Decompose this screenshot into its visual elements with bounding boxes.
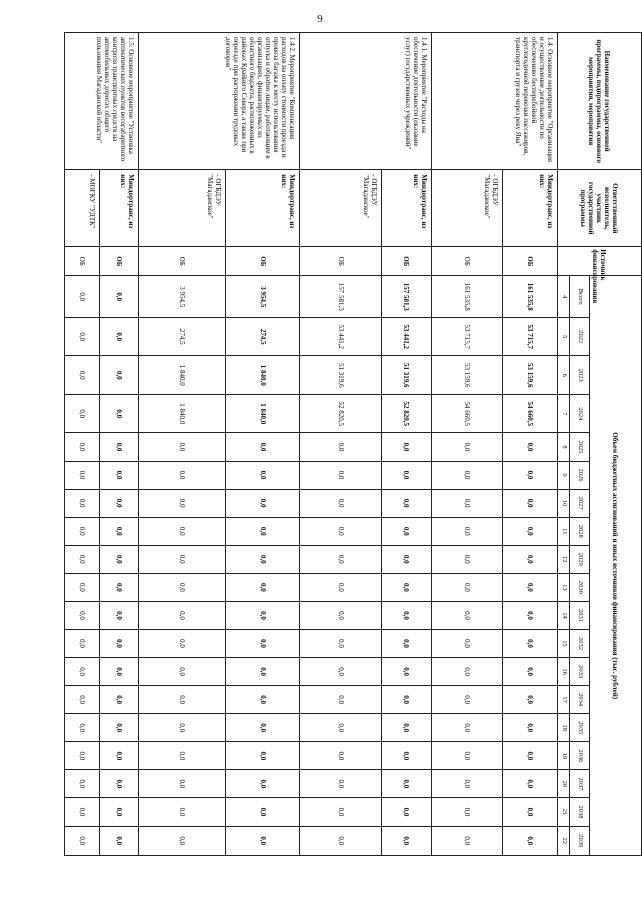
year-value-cell: 0,0	[503, 517, 557, 545]
year-value-cell: 1 840,0	[139, 356, 226, 394]
year-value-cell: 0,0	[382, 826, 432, 855]
year-value-cell: 0,0	[226, 770, 300, 798]
column-number: 11	[557, 517, 569, 545]
executor-cell: - МОГКУ "УДТК"	[65, 170, 100, 247]
year-value-cell: 0,0	[503, 714, 557, 742]
year-value-cell: 0,0	[65, 714, 100, 742]
year-value-cell: 0,0	[300, 770, 382, 798]
column-number: 13	[557, 573, 569, 601]
year-value-cell: 0,0	[99, 629, 139, 657]
year-value-cell: 0,0	[300, 573, 382, 601]
year-value-cell: 53 715,7	[503, 317, 557, 355]
header-year: 2037	[570, 770, 590, 798]
header-source: Источник финансирования	[557, 247, 641, 276]
total-cell: 157 581,3	[300, 276, 382, 318]
column-number: 5	[557, 317, 569, 355]
year-value-cell: 0,0	[431, 798, 503, 826]
table-row	[382, 33, 432, 856]
year-value-cell: 0,0	[431, 658, 503, 686]
year-value-cell: 0,0	[99, 742, 139, 770]
year-value-cell: 0,0	[65, 686, 100, 714]
year-value-cell: 0,0	[431, 826, 503, 855]
year-value-cell: 1 840,0	[226, 356, 300, 394]
year-value-cell: 0,0	[99, 770, 139, 798]
header-year: 2034	[570, 686, 590, 714]
year-value-cell: 0,0	[65, 770, 100, 798]
year-value-cell: 0,0	[139, 517, 226, 545]
year-value-cell: 0,0	[139, 826, 226, 855]
year-value-cell: 0,0	[139, 629, 226, 657]
year-value-cell: 0,0	[503, 433, 557, 461]
year-value-cell: 0,0	[99, 798, 139, 826]
year-value-cell: 0,0	[431, 714, 503, 742]
year-value-cell: 0,0	[300, 826, 382, 855]
year-value-cell: 0,0	[226, 545, 300, 573]
year-value-cell: 0,0	[99, 658, 139, 686]
year-value-cell: 0,0	[431, 573, 503, 601]
year-value-cell: 0,0	[65, 461, 100, 489]
year-value-cell: 0,0	[300, 433, 382, 461]
year-value-cell: 0,0	[382, 798, 432, 826]
activity-name: 1.4. Основное мероприятие "Организация и осуществление деятельности по обеспечению бесперебойной круглогодичной перевозки пассажиров, транспорта и грузов через реку Яна"	[431, 33, 557, 170]
year-value-cell: 0,0	[503, 629, 557, 657]
year-value-cell: 1 840,0	[139, 394, 226, 432]
year-value-cell: 53 715,7	[431, 317, 503, 355]
year-value-cell: 53 441,2	[382, 317, 432, 355]
column-number: 7	[557, 394, 569, 432]
source-cell: ОБ	[431, 247, 503, 276]
year-value-cell: 0,0	[65, 489, 100, 517]
year-value-cell: 0,0	[139, 770, 226, 798]
activity-name: 1.5. Основное мероприятие "Установка автоматических пунктов весогабаритного контроля транспортных средств на автомобильных дорогах общего пользования Магаданской области"	[65, 33, 139, 170]
year-value-cell: 0,0	[65, 658, 100, 686]
year-value-cell: 0,0	[99, 317, 139, 355]
year-value-cell: 274,5	[139, 317, 226, 355]
year-value-cell: 0,0	[226, 601, 300, 629]
table-row	[226, 33, 300, 856]
year-value-cell: 0,0	[431, 517, 503, 545]
year-value-cell: 0,0	[65, 573, 100, 601]
year-value-cell: 0,0	[503, 658, 557, 686]
column-number: 9	[557, 461, 569, 489]
year-value-cell: 0,0	[139, 714, 226, 742]
year-value-cell: 0,0	[99, 714, 139, 742]
year-value-cell: 0,0	[503, 798, 557, 826]
year-value-cell: 0,0	[139, 798, 226, 826]
source-cell: ОБ	[300, 247, 382, 276]
year-value-cell: 274,5	[226, 317, 300, 355]
year-value-cell: 0,0	[99, 545, 139, 573]
header-total: Всего	[570, 276, 590, 318]
column-number: 16	[557, 658, 569, 686]
total-cell: 157 581,3	[382, 276, 432, 318]
year-value-cell: 0,0	[139, 658, 226, 686]
year-value-cell: 0,0	[382, 461, 432, 489]
header-year: 2031	[570, 601, 590, 629]
year-value-cell: 0,0	[431, 686, 503, 714]
year-value-cell: 0,0	[139, 601, 226, 629]
year-value-cell: 0,0	[139, 686, 226, 714]
column-number: 10	[557, 489, 569, 517]
year-value-cell: 0,0	[139, 461, 226, 489]
activity-name: 1.4.1. Мероприятие "Расходы на обеспечение деятельности (оказание услуг) государственных учреждений"	[300, 33, 431, 170]
year-value-cell: 0,0	[99, 489, 139, 517]
year-value-cell: 51 319,6	[382, 356, 432, 394]
year-value-cell: 0,0	[99, 826, 139, 855]
year-value-cell: 0,0	[226, 742, 300, 770]
year-value-cell: 0,0	[99, 461, 139, 489]
executor-cell: Миндортранс, из них:	[382, 170, 432, 247]
year-value-cell: 0,0	[300, 742, 382, 770]
header-executor: Ответственный исполнитель, участник государственной программы	[557, 170, 641, 247]
executor-cell: Миндортранс, из них:	[226, 170, 300, 247]
header-year: 2030	[570, 573, 590, 601]
year-value-cell: 0,0	[382, 629, 432, 657]
activity-name: 1.4.2. Мероприятие "Компенсация расходов на оплату стоимости проезда и провоза багажа к месту использования отпуска и обратно лицам, работающим в организациях, финансируемых из областного бюджета, расположенных в районах Крайнего Севера, а также при переезде при расторжении трудовых договоров"	[139, 33, 300, 170]
total-cell: 3 954,5	[226, 276, 300, 318]
header-year: 2027	[570, 489, 590, 517]
column-number: 15	[557, 629, 569, 657]
executor-cell: - ОГБДЭУ "Магаданское"	[300, 170, 382, 247]
year-value-cell: 0,0	[65, 798, 100, 826]
year-value-cell: 0,0	[300, 489, 382, 517]
year-value-cell: 0,0	[382, 714, 432, 742]
header-year: 2026	[570, 461, 590, 489]
year-value-cell: 0,0	[382, 433, 432, 461]
year-value-cell: 0,0	[139, 545, 226, 573]
year-value-cell: 0,0	[431, 433, 503, 461]
header-year: 2036	[570, 742, 590, 770]
year-value-cell: 0,0	[65, 317, 100, 355]
year-value-cell: 0,0	[139, 742, 226, 770]
year-value-cell: 0,0	[382, 742, 432, 770]
column-number: 6	[557, 356, 569, 394]
year-value-cell: 0,0	[226, 573, 300, 601]
year-value-cell: 52 820,5	[382, 394, 432, 432]
year-value-cell: 0,0	[226, 517, 300, 545]
column-number: 4	[557, 276, 569, 318]
year-value-cell: 0,0	[300, 461, 382, 489]
source-cell: ОБ	[99, 247, 139, 276]
year-value-cell: 0,0	[226, 826, 300, 855]
column-number: 20	[557, 770, 569, 798]
column-number: 14	[557, 601, 569, 629]
year-value-cell: 0,0	[65, 394, 100, 432]
executor-cell: - ОГБДЭУ "Магаданское"	[139, 170, 226, 247]
header-year: 2035	[570, 714, 590, 742]
funding-table-rotated	[64, 32, 642, 856]
year-value-cell: 0,0	[382, 517, 432, 545]
header-year: 2038	[570, 798, 590, 826]
year-value-cell: 0,0	[65, 356, 100, 394]
year-value-cell: 0,0	[99, 517, 139, 545]
year-value-cell: 0,0	[65, 826, 100, 855]
total-cell: 161 535,8	[431, 276, 503, 318]
year-value-cell: 53 441,2	[300, 317, 382, 355]
year-value-cell: 0,0	[382, 770, 432, 798]
header-year: 2028	[570, 517, 590, 545]
year-value-cell: 0,0	[65, 433, 100, 461]
year-value-cell: 0,0	[382, 658, 432, 686]
year-value-cell: 0,0	[226, 798, 300, 826]
year-value-cell: 0,0	[300, 517, 382, 545]
year-value-cell: 0,0	[431, 461, 503, 489]
page-number: 9	[317, 13, 323, 25]
executor-cell: Миндортранс, из них:	[503, 170, 557, 247]
header-year: 2039	[570, 826, 590, 855]
year-value-cell: 0,0	[431, 489, 503, 517]
year-value-cell: 0,0	[431, 629, 503, 657]
header-funding: Объем бюджетных ассигнований и иных источников финансирования (тыс. рублей)	[590, 276, 642, 856]
total-cell: 3 954,5	[139, 276, 226, 318]
year-value-cell: 0,0	[300, 601, 382, 629]
year-value-cell: 53 159,6	[431, 356, 503, 394]
year-value-cell: 0,0	[99, 394, 139, 432]
year-value-cell: 0,0	[382, 545, 432, 573]
year-value-cell: 0,0	[300, 629, 382, 657]
header-name: Наименование государственной программы, подпрограммы, основного мероприятия, мероприятия	[557, 33, 641, 170]
source-cell: ОБ	[503, 247, 557, 276]
year-value-cell: 0,0	[65, 545, 100, 573]
year-value-cell: 0,0	[503, 489, 557, 517]
table-row	[99, 33, 139, 856]
funding-table	[64, 32, 642, 856]
header-year: 2023	[570, 356, 590, 394]
year-value-cell: 0,0	[503, 545, 557, 573]
source-cell: ОБ	[382, 247, 432, 276]
year-value-cell: 0,0	[226, 461, 300, 489]
header-year: 2025	[570, 433, 590, 461]
year-value-cell: 0,0	[382, 489, 432, 517]
column-number: 22	[557, 826, 569, 855]
year-value-cell: 0,0	[139, 573, 226, 601]
year-value-cell: 0,0	[65, 601, 100, 629]
year-value-cell: 53 159,6	[503, 356, 557, 394]
year-value-cell: 0,0	[503, 686, 557, 714]
year-value-cell: 0,0	[99, 601, 139, 629]
year-value-cell: 0,0	[503, 461, 557, 489]
total-cell: 161 535,8	[503, 276, 557, 318]
year-value-cell: 0,0	[226, 658, 300, 686]
year-value-cell: 0,0	[139, 489, 226, 517]
year-value-cell: 0,0	[382, 573, 432, 601]
year-value-cell: 0,0	[300, 658, 382, 686]
executor-cell: Миндортранс, из них:	[99, 170, 139, 247]
year-value-cell: 0,0	[431, 770, 503, 798]
year-value-cell: 0,0	[99, 433, 139, 461]
total-cell: 0,0	[65, 276, 100, 318]
header-year: 2022	[570, 317, 590, 355]
source-cell: ОБ	[139, 247, 226, 276]
year-value-cell: 0,0	[99, 686, 139, 714]
year-value-cell: 0,0	[503, 573, 557, 601]
year-value-cell: 0,0	[503, 770, 557, 798]
year-value-cell: 0,0	[431, 545, 503, 573]
year-value-cell: 0,0	[503, 601, 557, 629]
year-value-cell: 1 840,0	[226, 394, 300, 432]
year-value-cell: 0,0	[226, 714, 300, 742]
header-year: 2033	[570, 658, 590, 686]
year-value-cell: 0,0	[226, 489, 300, 517]
year-value-cell: 0,0	[226, 433, 300, 461]
year-value-cell: 0,0	[139, 433, 226, 461]
header-year: 2029	[570, 545, 590, 573]
column-number: 19	[557, 742, 569, 770]
year-value-cell: 0,0	[300, 686, 382, 714]
year-value-cell: 0,0	[382, 601, 432, 629]
year-value-cell: 51 319,6	[300, 356, 382, 394]
header-year: 2024	[570, 394, 590, 432]
header-year: 2032	[570, 629, 590, 657]
column-number: 21	[557, 798, 569, 826]
total-cell: 0,0	[99, 276, 139, 318]
year-value-cell: 54 660,5	[503, 394, 557, 432]
year-value-cell: 0,0	[65, 629, 100, 657]
year-value-cell: 0,0	[382, 686, 432, 714]
year-value-cell: 0,0	[431, 601, 503, 629]
column-number: 12	[557, 545, 569, 573]
year-value-cell: 0,0	[226, 686, 300, 714]
year-value-cell: 0,0	[300, 714, 382, 742]
year-value-cell: 0,0	[431, 742, 503, 770]
year-value-cell: 0,0	[99, 573, 139, 601]
year-value-cell: 0,0	[226, 629, 300, 657]
year-value-cell: 54 660,5	[431, 394, 503, 432]
year-value-cell: 0,0	[99, 356, 139, 394]
year-value-cell: 0,0	[300, 798, 382, 826]
executor-cell: - ОГБДЭУ "Магаданское"	[431, 170, 503, 247]
column-number: 17	[557, 686, 569, 714]
table-row	[503, 33, 557, 856]
year-value-cell: 0,0	[503, 826, 557, 855]
year-value-cell: 0,0	[65, 517, 100, 545]
column-number: 8	[557, 433, 569, 461]
year-value-cell: 52 820,5	[300, 394, 382, 432]
year-value-cell: 0,0	[65, 742, 100, 770]
source-cell: ОБ	[65, 247, 100, 276]
year-value-cell: 0,0	[300, 545, 382, 573]
column-number: 18	[557, 714, 569, 742]
year-value-cell: 0,0	[503, 742, 557, 770]
source-cell: ОБ	[226, 247, 300, 276]
